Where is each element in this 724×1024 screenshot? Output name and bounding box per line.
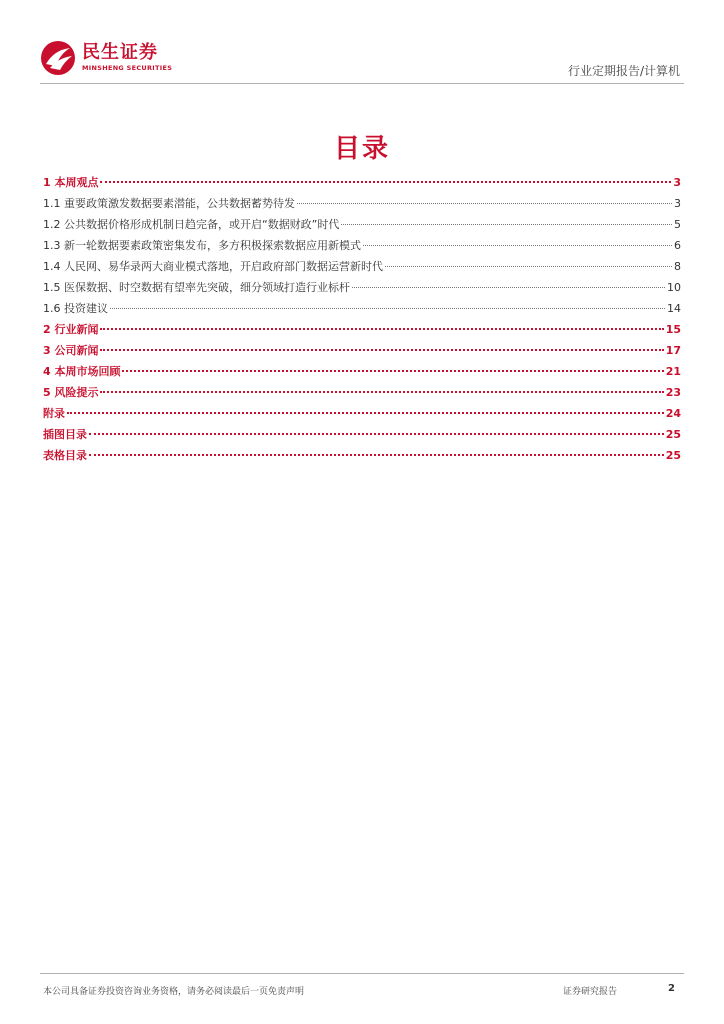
toc-dot-leader <box>100 391 663 393</box>
toc-entry-page: 21 <box>665 365 681 378</box>
toc-entry-title: 1.2 公共数据价格形成机制日趋完备，或开启“数据财政”时代 <box>43 218 340 231</box>
toc-dot-leader <box>100 181 671 183</box>
toc-entry[interactable] <box>43 426 681 447</box>
toc-entry-title: 2 行业新闻 <box>43 323 99 336</box>
toc-entry-page: 25 <box>665 449 681 462</box>
toc-entry[interactable] <box>43 342 681 363</box>
toc-dot-leader <box>352 287 665 288</box>
toc-dot-leader <box>385 266 672 267</box>
toc-entry[interactable] <box>43 216 681 237</box>
toc-entry[interactable] <box>43 279 681 300</box>
toc-entry-title: 1.1 重要政策激发数据要素潜能，公共数据蓄势待发 <box>43 197 295 210</box>
toc-entry-page: 23 <box>665 386 681 399</box>
toc-entry-title: 1.4 人民网、易华录两大商业模式落地，开启政府部门数据运营新时代 <box>43 260 383 273</box>
company-logo <box>40 40 172 76</box>
footer-divider <box>40 973 684 974</box>
toc-entry[interactable] <box>43 363 681 384</box>
toc-dot-leader <box>67 412 664 414</box>
toc-dot-leader <box>100 328 663 330</box>
toc-entry[interactable] <box>43 447 681 468</box>
toc-entry[interactable] <box>43 174 681 195</box>
toc-entry-page: 5 <box>674 218 681 231</box>
footer-doc-type: 证券研究报告 <box>563 987 618 997</box>
table-of-contents <box>43 174 681 468</box>
toc-entry[interactable] <box>43 258 681 279</box>
toc-entry-page: 15 <box>665 323 681 336</box>
logo-text <box>82 43 172 73</box>
toc-entry[interactable] <box>43 321 681 342</box>
toc-entry-title: 3 公司新闻 <box>43 344 99 357</box>
toc-entry-page: 10 <box>667 281 681 294</box>
toc-entry-title: 1.5 医保数据、时空数据有望率先突破，细分领域打造行业标杆 <box>43 281 350 294</box>
footer-disclaimer: 本公司具备证券投资咨询业务资格，请务必阅读最后一页免责声明 <box>43 987 305 997</box>
logo-cn: 民生证券 <box>82 42 158 63</box>
toc-entry-page: 14 <box>667 302 681 315</box>
toc-dot-leader <box>89 433 664 435</box>
toc-entry[interactable] <box>43 300 681 321</box>
toc-dot-leader <box>297 203 672 204</box>
toc-entry[interactable] <box>43 237 681 258</box>
toc-entry[interactable] <box>43 195 681 216</box>
page-title: 目录 <box>333 134 390 164</box>
toc-entry-title: 1.3 新一轮数据要素政策密集发布，多方积极探索数据应用新模式 <box>43 239 361 252</box>
page-number: 2 <box>668 983 675 994</box>
header-divider <box>40 83 684 84</box>
toc-dot-leader <box>363 245 672 246</box>
toc-dot-leader <box>100 349 663 351</box>
toc-entry-title: 附录 <box>43 407 65 420</box>
page-header <box>40 40 684 84</box>
toc-entry-page: 24 <box>665 407 681 420</box>
toc-entry-page: 25 <box>665 428 681 441</box>
toc-entry-title: 1.6 投资建议 <box>43 302 108 315</box>
toc-entry-title: 4 本周市场回顾 <box>43 365 121 378</box>
toc-entry-title: 插图目录 <box>43 428 87 441</box>
toc-entry-title: 1 本周观点 <box>43 176 99 189</box>
toc-entry-title: 表格目录 <box>43 449 87 462</box>
toc-entry-page: 17 <box>665 344 681 357</box>
toc-entry[interactable] <box>43 405 681 426</box>
toc-dot-leader <box>341 224 672 225</box>
toc-entry-title: 5 风险提示 <box>43 386 99 399</box>
report-type: 行业定期报告/计算机 <box>567 64 680 78</box>
toc-dot-leader <box>122 370 663 372</box>
logo-en: MINSHENG SECURITIES <box>82 64 173 72</box>
toc-entry[interactable] <box>43 384 681 405</box>
toc-entry-page: 6 <box>674 239 681 252</box>
minsheng-logo-icon <box>40 40 76 76</box>
toc-dot-leader <box>89 454 664 456</box>
toc-entry-page: 8 <box>674 260 681 273</box>
toc-entry-page: 3 <box>673 176 681 189</box>
toc-dot-leader <box>110 308 665 309</box>
toc-entry-page: 3 <box>674 197 681 210</box>
